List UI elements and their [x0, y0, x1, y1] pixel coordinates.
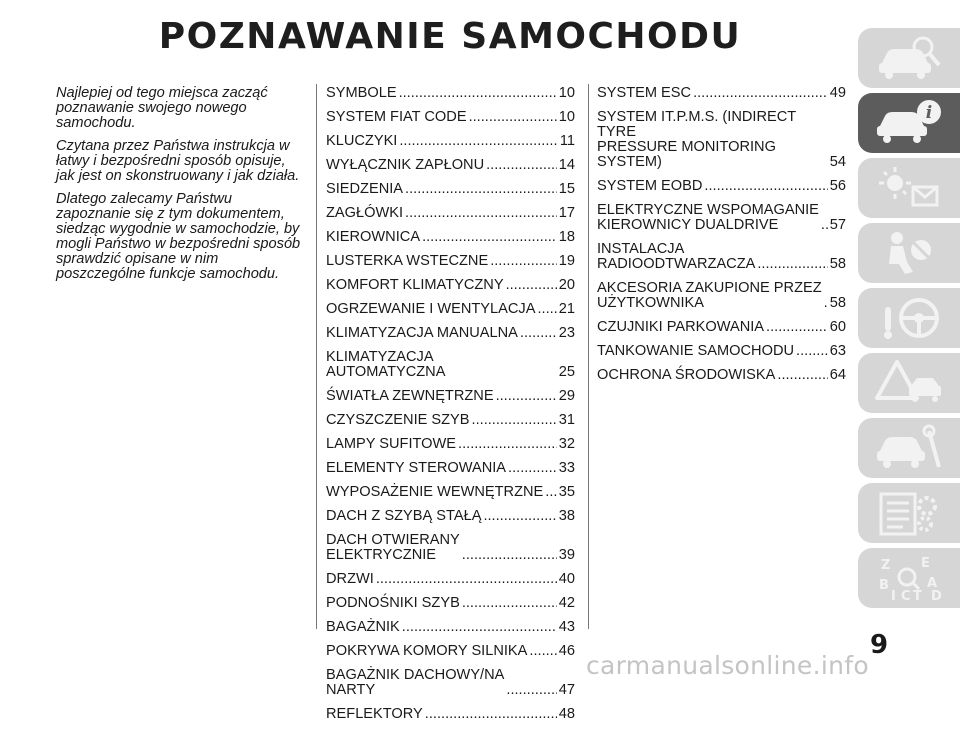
- toc-entry-label: POKRYWA KOMORY SILNIKA: [326, 643, 528, 659]
- toc-entry-page: 25: [558, 364, 575, 380]
- toc-entry-page: 18: [558, 229, 575, 245]
- svg-text:E: E: [921, 556, 930, 571]
- toc-entry[interactable]: [326, 620, 575, 635]
- toc-entry-page: 19: [558, 253, 575, 269]
- svg-text:I: I: [891, 589, 896, 603]
- toc-entry-label: KLIMATYZACJA MANUALNA: [326, 325, 518, 341]
- toc-leader-dots: [402, 620, 557, 635]
- toc-entry[interactable]: [326, 596, 575, 611]
- intro-text: [56, 86, 306, 290]
- toc-entry[interactable]: [597, 110, 846, 170]
- tab-airbag-seat[interactable]: [858, 223, 960, 283]
- toc-leader-dots: [422, 230, 557, 245]
- alphabetical-index-icon: [873, 553, 945, 603]
- toc-entry[interactable]: [326, 158, 575, 173]
- toc-entry[interactable]: [326, 437, 575, 452]
- toc-entry-page: 39: [558, 547, 575, 563]
- toc-entry[interactable]: [326, 644, 575, 659]
- toc-entry[interactable]: [326, 302, 575, 317]
- toc-entry[interactable]: [326, 134, 575, 149]
- tab-alphabetical-index[interactable]: [858, 548, 960, 608]
- car-info-icon: [873, 98, 945, 148]
- toc-entry-label: KLUCZYKI: [326, 133, 398, 149]
- tab-road-warning[interactable]: [858, 353, 960, 413]
- toc-entry-label: ZAGŁÓWKI: [326, 205, 404, 221]
- road-warning-icon: [873, 358, 945, 408]
- toc-entry-page: 48: [558, 706, 575, 722]
- svg-text:i: i: [925, 103, 933, 123]
- toc-entry-page: 11: [559, 133, 575, 149]
- warning-lights-icon: [873, 163, 945, 213]
- toc-entry-label: LAMPY SUFITOWE: [326, 436, 457, 452]
- toc-entry[interactable]: [326, 254, 575, 269]
- toc-entry-label: TANKOWANIE SAMOCHODU: [597, 343, 795, 359]
- toc-column-1: [326, 86, 575, 731]
- toc-leader-dots: [766, 320, 828, 335]
- car-service-icon: [873, 423, 945, 473]
- toc-entry-page: 42: [558, 595, 575, 611]
- toc-entry-page: 23: [558, 325, 575, 341]
- toc-entry-page: 10: [558, 109, 575, 125]
- page-number: 9: [870, 630, 889, 660]
- toc-leader-dots: [506, 683, 556, 698]
- toc-entry[interactable]: [597, 203, 846, 233]
- toc-entry-page: 57: [829, 217, 846, 233]
- toc-entry[interactable]: [326, 707, 575, 722]
- toc-leader-dots: [545, 485, 556, 500]
- toc-entry-page: 47: [558, 682, 575, 698]
- toc-entry-page: 20: [558, 277, 575, 293]
- toc-entry-label: SYSTEM EOBD: [597, 178, 703, 194]
- toc-entry[interactable]: [326, 110, 575, 125]
- toc-leader-dots: [520, 326, 557, 341]
- toc-entry[interactable]: [597, 320, 846, 335]
- toc-entry-label: SYSTEM ESC: [597, 85, 692, 101]
- toc-entry[interactable]: [597, 179, 846, 194]
- toc-entry[interactable]: [326, 350, 575, 380]
- tab-car-service[interactable]: [858, 418, 960, 478]
- toc-leader-dots: [508, 461, 557, 476]
- intro-paragraph: Czytana przez Państwa instrukcja w łatwy i bezpośredni sposób opisuje, jak jest on skonstruowany i jak działa.: [56, 138, 300, 184]
- toc-leader-dots: [506, 278, 557, 293]
- toc-entry-label: DACH OTWIERANY ELEKTRYCZNIE: [326, 532, 460, 563]
- toc-leader-dots: [376, 572, 557, 587]
- toc-entry-label: LUSTERKA WSTECZNE: [326, 253, 489, 269]
- toc-entry-label: OGRZEWANIE I WENTYLACJA: [326, 301, 536, 317]
- toc-entry-page: 31: [558, 412, 575, 428]
- toc-leader-dots: [496, 389, 557, 404]
- toc-entry-page: 56: [829, 178, 846, 194]
- toc-leader-dots: [824, 296, 828, 311]
- tab-car-info[interactable]: [858, 93, 960, 153]
- toc-entry[interactable]: [326, 572, 575, 587]
- airbag-seat-icon: [873, 228, 945, 278]
- toc-entry-page: 49: [829, 85, 846, 101]
- toc-entry-page: 15: [558, 181, 575, 197]
- svg-text:C: C: [901, 589, 911, 603]
- toc-entry[interactable]: [326, 206, 575, 221]
- toc-leader-dots: [405, 206, 557, 221]
- toc-entry-page: 63: [829, 343, 846, 359]
- toc-entry-page: 33: [558, 460, 575, 476]
- svg-text:A: A: [927, 576, 938, 591]
- toc-entry-page: 35: [558, 484, 575, 500]
- toc-entry-label: ELEMENTY STEROWANIA: [326, 460, 507, 476]
- toc-entry-label: BAGAŻNIK DACHOWY/NA NARTY: [326, 667, 505, 698]
- toc-leader-dots: [405, 182, 557, 197]
- toc-leader-dots: [486, 158, 557, 173]
- toc-leader-dots: [796, 344, 828, 359]
- watermark: carmanualsonline.info: [586, 651, 869, 680]
- toc-entry-page: 32: [558, 436, 575, 452]
- toc-entry-page: 21: [558, 301, 575, 317]
- toc-leader-dots: [483, 509, 556, 524]
- steering-wheel-icon: [873, 293, 945, 343]
- toc-entry-page: 10: [558, 85, 575, 101]
- tech-specs-icon: [873, 488, 945, 538]
- toc-entry[interactable]: [326, 533, 575, 563]
- toc-entry-label: REFLEKTORY: [326, 706, 423, 722]
- toc-entry[interactable]: [326, 86, 575, 101]
- svg-text:B: B: [879, 578, 889, 593]
- toc-entry[interactable]: [326, 326, 575, 341]
- toc-entry-page: 58: [829, 256, 846, 272]
- toc-entry-label: WYŁĄCZNIK ZAPŁONU: [326, 157, 485, 173]
- toc-leader-dots: [472, 413, 557, 428]
- toc-entry-label: SYSTEM FIAT CODE: [326, 109, 467, 125]
- toc-entry[interactable]: [326, 389, 575, 404]
- toc-entry-page: 14: [558, 157, 575, 173]
- toc-leader-dots: [462, 548, 557, 563]
- toc-entry-page: 60: [829, 319, 846, 335]
- toc-entry-label: CZYSZCZENIE SZYB: [326, 412, 470, 428]
- toc-entry-label: INSTALACJA RADIOODTWARZACZA: [597, 241, 756, 272]
- svg-text:D: D: [931, 589, 942, 603]
- toc-entry-label: AKCESORIA ZAKUPIONE PRZEZ UŻYTKOWNIKA: [597, 280, 822, 311]
- tab-tech-specs[interactable]: [858, 483, 960, 543]
- toc-entry[interactable]: [326, 278, 575, 293]
- toc-leader-dots: [399, 134, 557, 149]
- intro-paragraph: Dlatego zalecamy Państwu zapoznanie się z tym dokumentem, siedząc wygodnie w samochodzie, by mogli Państwo w bezpośredni sposób sprawdzić opisane w nim poszczególne funkcje samochodu.: [56, 191, 301, 282]
- toc-entry-label: CZUJNIKI PARKOWANIA: [597, 319, 765, 335]
- toc-leader-dots: [704, 179, 827, 194]
- toc-entry[interactable]: [326, 509, 575, 524]
- toc-leader-dots: [458, 437, 557, 452]
- toc-entry-label: WYPOSAŻENIE WEWNĘTRZNE: [326, 484, 544, 500]
- toc-leader-dots: [821, 218, 828, 233]
- tab-warning-lights[interactable]: [858, 158, 960, 218]
- column-divider: [588, 84, 589, 629]
- toc-entry-page: 38: [558, 508, 575, 524]
- toc-leader-dots: [693, 86, 828, 101]
- toc-entry-label: ELEKTRYCZNE WSPOMAGANIE KIEROWNICY DUALDRIVE: [597, 202, 819, 233]
- toc-column-2: [597, 86, 846, 392]
- toc-leader-dots: [777, 368, 827, 383]
- toc-entry[interactable]: [597, 281, 846, 311]
- car-search-icon: [873, 33, 945, 83]
- toc-leader-dots: [757, 257, 827, 272]
- svg-text:T: T: [913, 589, 922, 603]
- svg-text:Z: Z: [881, 558, 891, 573]
- toc-entry-label: DRZWI: [326, 571, 374, 587]
- toc-entry[interactable]: [597, 242, 846, 272]
- toc-entry[interactable]: [326, 230, 575, 245]
- toc-entry-label: SYSTEM IT.P.M.S. (INDIRECT TYRE PRESSURE MONITORING SYSTEM): [597, 109, 796, 170]
- toc-entry-label: ŚWIATŁA ZEWNĘTRZNE: [326, 388, 494, 404]
- column-divider: [316, 84, 317, 629]
- toc-leader-dots: [399, 86, 557, 101]
- toc-entry[interactable]: [326, 668, 575, 698]
- chapter-tabs: [858, 28, 960, 613]
- toc-entry-label: KIEROWNICA: [326, 229, 421, 245]
- toc-entry-label: SYMBOLE: [326, 85, 397, 101]
- toc-entry[interactable]: [326, 413, 575, 428]
- toc-entry-label: OCHRONA ŚRODOWISKA: [597, 367, 776, 383]
- toc-leader-dots: [529, 644, 556, 659]
- toc-leader-dots: [490, 254, 557, 269]
- intro-paragraph: Najlepiej od tego miejsca zacząć poznawanie swojego nowego samochodu.: [56, 85, 268, 131]
- toc-entry-page: 17: [558, 205, 575, 221]
- toc-entry-label: DACH Z SZYBĄ STAŁĄ: [326, 508, 482, 524]
- toc-leader-dots: [537, 302, 556, 317]
- toc-entry-page: 43: [558, 619, 575, 635]
- toc-entry[interactable]: [597, 86, 846, 101]
- toc-entry-label: BAGAŻNIK: [326, 619, 400, 635]
- toc-entry-label: SIEDZENIA: [326, 181, 404, 197]
- toc-entry[interactable]: [597, 368, 846, 383]
- toc-entry-page: 64: [829, 367, 846, 383]
- tab-car-search[interactable]: [858, 28, 960, 88]
- toc-entry-page: 29: [558, 388, 575, 404]
- toc-entry-page: 40: [558, 571, 575, 587]
- toc-entry[interactable]: [597, 344, 846, 359]
- page-title: POZNAWANIE SAMOCHODU: [158, 16, 742, 57]
- tab-steering-wheel[interactable]: [858, 288, 960, 348]
- toc-entry-page: 54: [829, 154, 846, 170]
- toc-leader-dots: [462, 596, 557, 611]
- toc-entry-label: PODNOŚNIKI SZYB: [326, 595, 460, 611]
- toc-leader-dots: [469, 110, 557, 125]
- toc-entry-page: 46: [558, 643, 575, 659]
- toc-entry-label: KLIMATYZACJA AUTOMATYCZNA: [326, 349, 446, 380]
- toc-entry[interactable]: [326, 461, 575, 476]
- toc-entry-page: 58: [829, 295, 846, 311]
- toc-entry[interactable]: [326, 182, 575, 197]
- toc-leader-dots: [425, 707, 557, 722]
- toc-entry-label: KOMFORT KLIMATYCZNY: [326, 277, 504, 293]
- toc-entry[interactable]: [326, 485, 575, 500]
